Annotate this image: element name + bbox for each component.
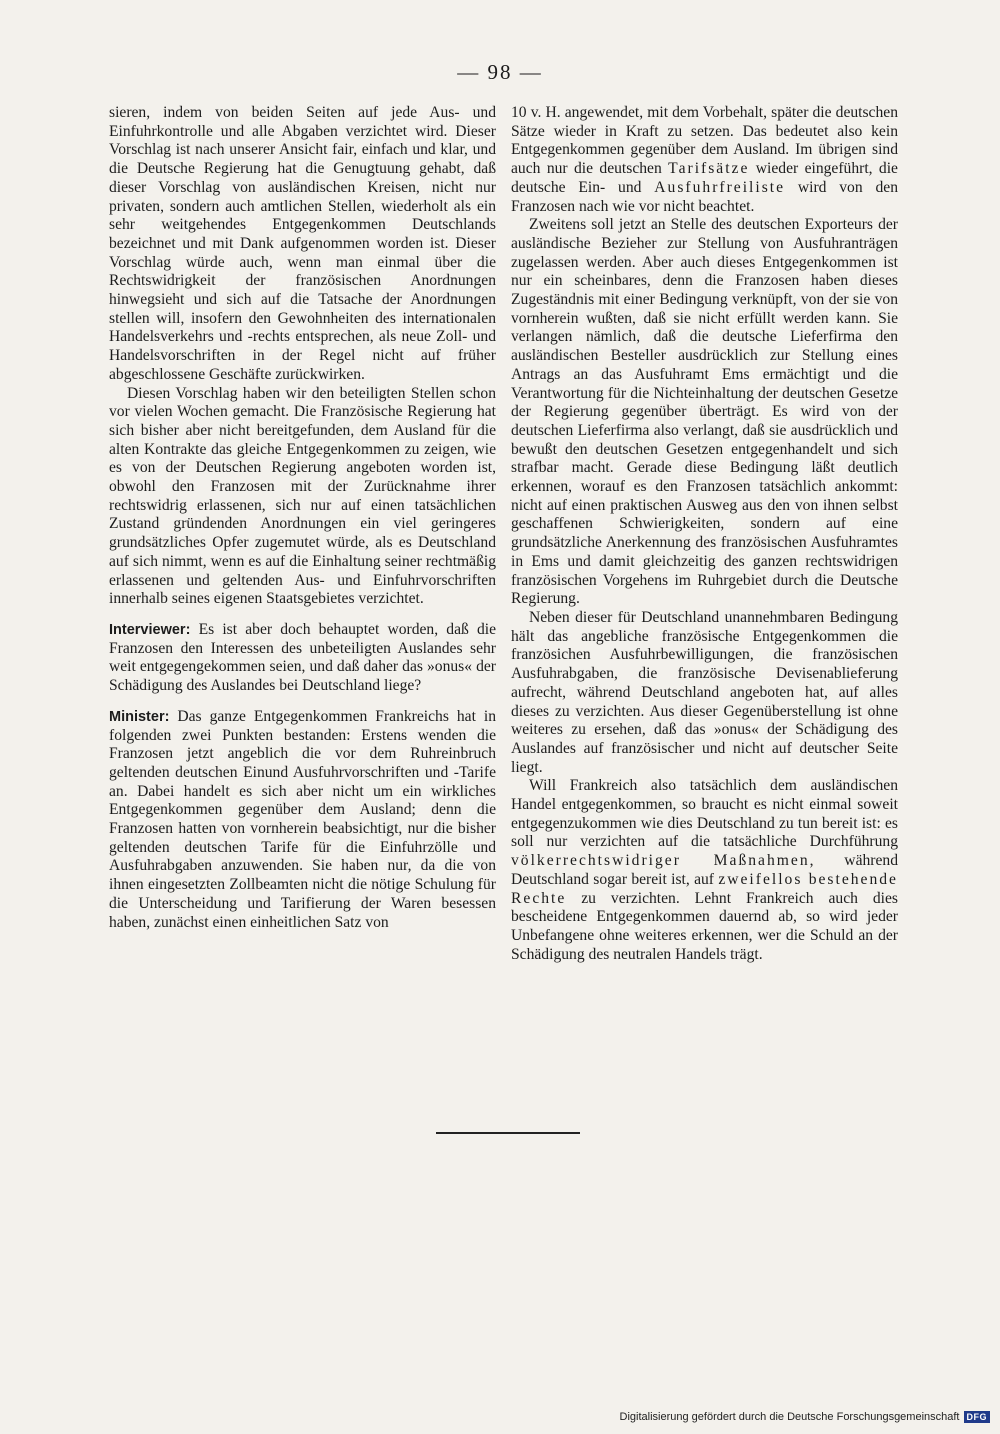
dfg-logo: DFG (964, 1411, 991, 1423)
right-column (511, 104, 898, 964)
text-run: zu verzichten. Lehnt Frankreich auch dies bescheidene Entgegenkommen dauernd ab, so wird jeder Unbefangene ohne weiteres erkennen, wer die Schuld an der Schädigung des neutralen Handels trägt. (511, 889, 898, 963)
speech-text: Es ist aber doch behauptet worden, daß die Franzosen den Interessen des unbeteiligten Auslandes sehr weit entgegengekommen seien, und daß daher das »onus« der Schädigung des Auslandes bei Deutschland liege? (109, 620, 497, 695)
speaker-label: Interviewer: (109, 621, 191, 638)
interviewer-question (109, 621, 496, 696)
left-column (109, 104, 496, 932)
spaced-text-run: völkerrechtswidriger Maßnahmen (511, 852, 810, 870)
paragraph: Zweitens soll jetzt an Stelle des deutschen Exporteurs der ausländische Bezieher zur Stellung von Ausfuhranträgen zugelassen werden. Aber auch dieses Entgegenkommen ist nur ein scheinbares, denn die Franzosen haben dieses Zugeständnis mit einer Bedingung verknüpft, von der sie von vornherein wußten, daß sie nicht erfüllt werden kann. Sie verlangen nämlich, daß die deutsche Lieferfirma den ausländischen Besteller ausdrücklich zur Stellung eines Antrags an das Ausfuhramt Ems ermächtigt und die Verantwortung für die Nichteinhaltung der deutschen Gesetze der Regierung gegenüber überträgt. Es wird von der deutschen Lieferfirma also verlangt, daß sie ausdrücklich und bewußt den deutschen Gesetzen entgegenhandelt und sich strafbar macht. Gerade diese Bedingung läßt deutlich erkennen, worauf es den Franzosen tatsächlich ankommt: nicht auf einen praktischen Ausweg aus den von ihnen selbst geschaffenen Schwierigkeiten, sondern auf eine grundsätzliche Anerkennung des französischen Ausfuhramtes in Ems und damit gleichzeitig des ganzen rechtswidrigen französischen Vorgehens im Ruhrgebiet durch die Deutsche Regierung. (511, 216, 898, 608)
text-run: wird von den Franzosen nach wie vor nicht beachtet. (511, 178, 898, 215)
spaced-text-run: zweifellos bestehende Rechte (511, 870, 898, 907)
paragraph: Neben dieser für Deutschland unannehmbaren Bedingung hält das angebliche französische Entgegenkommen die französichen Ausfuhrbewilligungen, die französischen Ausfuhrabgaben, die französische Devisenablieferung aufrecht, während Deutschland angeboten hat, auf alles dieses zu verzichten. Aus dieser Gegenüberstellung ist ohne weiteres zu ersehen, daß das »onus« der Schädigung des Auslandes auf französischer und nicht auf deutscher Seite liegt. (511, 608, 898, 776)
minister-answer (109, 708, 496, 932)
paragraph: Diesen Vorschlag haben wir den beteiligten Stellen schon vor vielen Wochen gemacht. Die Französische Regierung hat sich bisher aber nicht bereitgefunden, dem Ausland für die alten Kontrakte das gleiche Entgegenkommen zu zeigen, wie es von der Deutschen Regierung angeboten worden ist, obwohl den Franzosen mit der Zurücknahme ihrer rechtswidrig erlassenen, sich nur auf einen tatsächlichen Zustand gründenden Anordnungen ein viel geringeres grundsätzliches Opfer zugemutet würde, als es Deutschland auf sich nimmt, wenn es auf die Einhaltung seiner rechtmäßig erlassenen und geltenden Aus- und Einfuhrvorschriften innerhalb seines eigenen Staatsgebietes verzichtet. (109, 384, 496, 608)
footer (620, 1411, 990, 1423)
footer-text: Digitalisierung gefördert durch die Deutsche Forschungsgemeinschaft (619, 1411, 960, 1423)
spaced-text-run: Ausfuhrfreiliste (654, 178, 786, 196)
section-divider (436, 1132, 580, 1134)
speaker-label: Minister: (109, 708, 170, 725)
paragraph: sieren, indem von beiden Seiten auf jede Aus- und Einfuhrkontrolle und alle Abgaben verzichtet wird. Dieser Vorschlag ist nach unserer Ansicht fair, einfach und klar, und die Deutsche Regierung hat die Genugtuung gehabt, daß dieser Vorschlag von ausländischen Kreisen, nicht nur privaten, sondern auch amtlichen Stellen, wiederholt als ein sehr weitgehendes Entgegenkommen Deutschlands bezeichnet und mit Dank aufgenommen worden ist. Dieser Vorschlag würde auch, wenn man einmal über die Rechtswidrigkeit der französischen Anordnungen hinwegsieht und sich auf die Tatsache der Anordnungen stellen will, insofern den Gewohnheiten des internationalen Handelsverkehrs und -rechts entsprechen, als neue Zoll- und Handelsvorschriften in der Regel nicht auf früher abgeschlossene Geschäfte zurückwirken. (109, 104, 496, 383)
text-run: 10 v. H. angewendet, mit dem Vorbehalt, später die deutschen Sätze wieder in Kraft zu setzen. Das bedeutet also kein Entgegenkommen gegenüber dem Ausland. Im übrigen sind auch nur die deutschen (511, 104, 898, 178)
text-run: , während Deutschland sogar bereit ist, auf (511, 852, 898, 888)
paragraph (511, 104, 898, 216)
spaced-text-run: Tarifsätze (668, 160, 750, 178)
text-run: Will Frankreich also tatsächlich dem ausländischen Handel entgegenkommen, so braucht es nicht einmal soweit entgegenzukommen wie dies Deutschland zu tun bereit ist: es soll nur verzichten auf die tatsächliche Durchführung (511, 777, 898, 851)
paragraph (511, 777, 898, 964)
page-number: — 98 — (457, 60, 543, 84)
text-run: wieder eingeführt, die deutsche Ein- und (511, 160, 898, 196)
speech-text: Das ganze Entgegenkommen Frankreichs hat in folgenden zwei Punkten bestanden: Erstens wenden die Franzosen jetzt angeblich die vor dem Ruhreinbruch geltenden deutschen Einund Ausfuhrvorschriften und -Tarife an. Dabei handelt es sich aber nicht um ein wirkliches Entgegenkommen gegenüber dem Ausland; denn die Franzosen hatten von vornherein beabsichtigt, nur die bisher geltenden deutschen Tarife für die Einfuhrzölle und Ausfuhrabgaben anzuwenden. Sie haben nur, da die von ihnen eingesetzten Zollbeamten nicht die nötige Schulung für die Unterscheidung und Tarifierung der Waren besessen haben, zunächst einen einheitlichen Satz von (109, 707, 496, 931)
